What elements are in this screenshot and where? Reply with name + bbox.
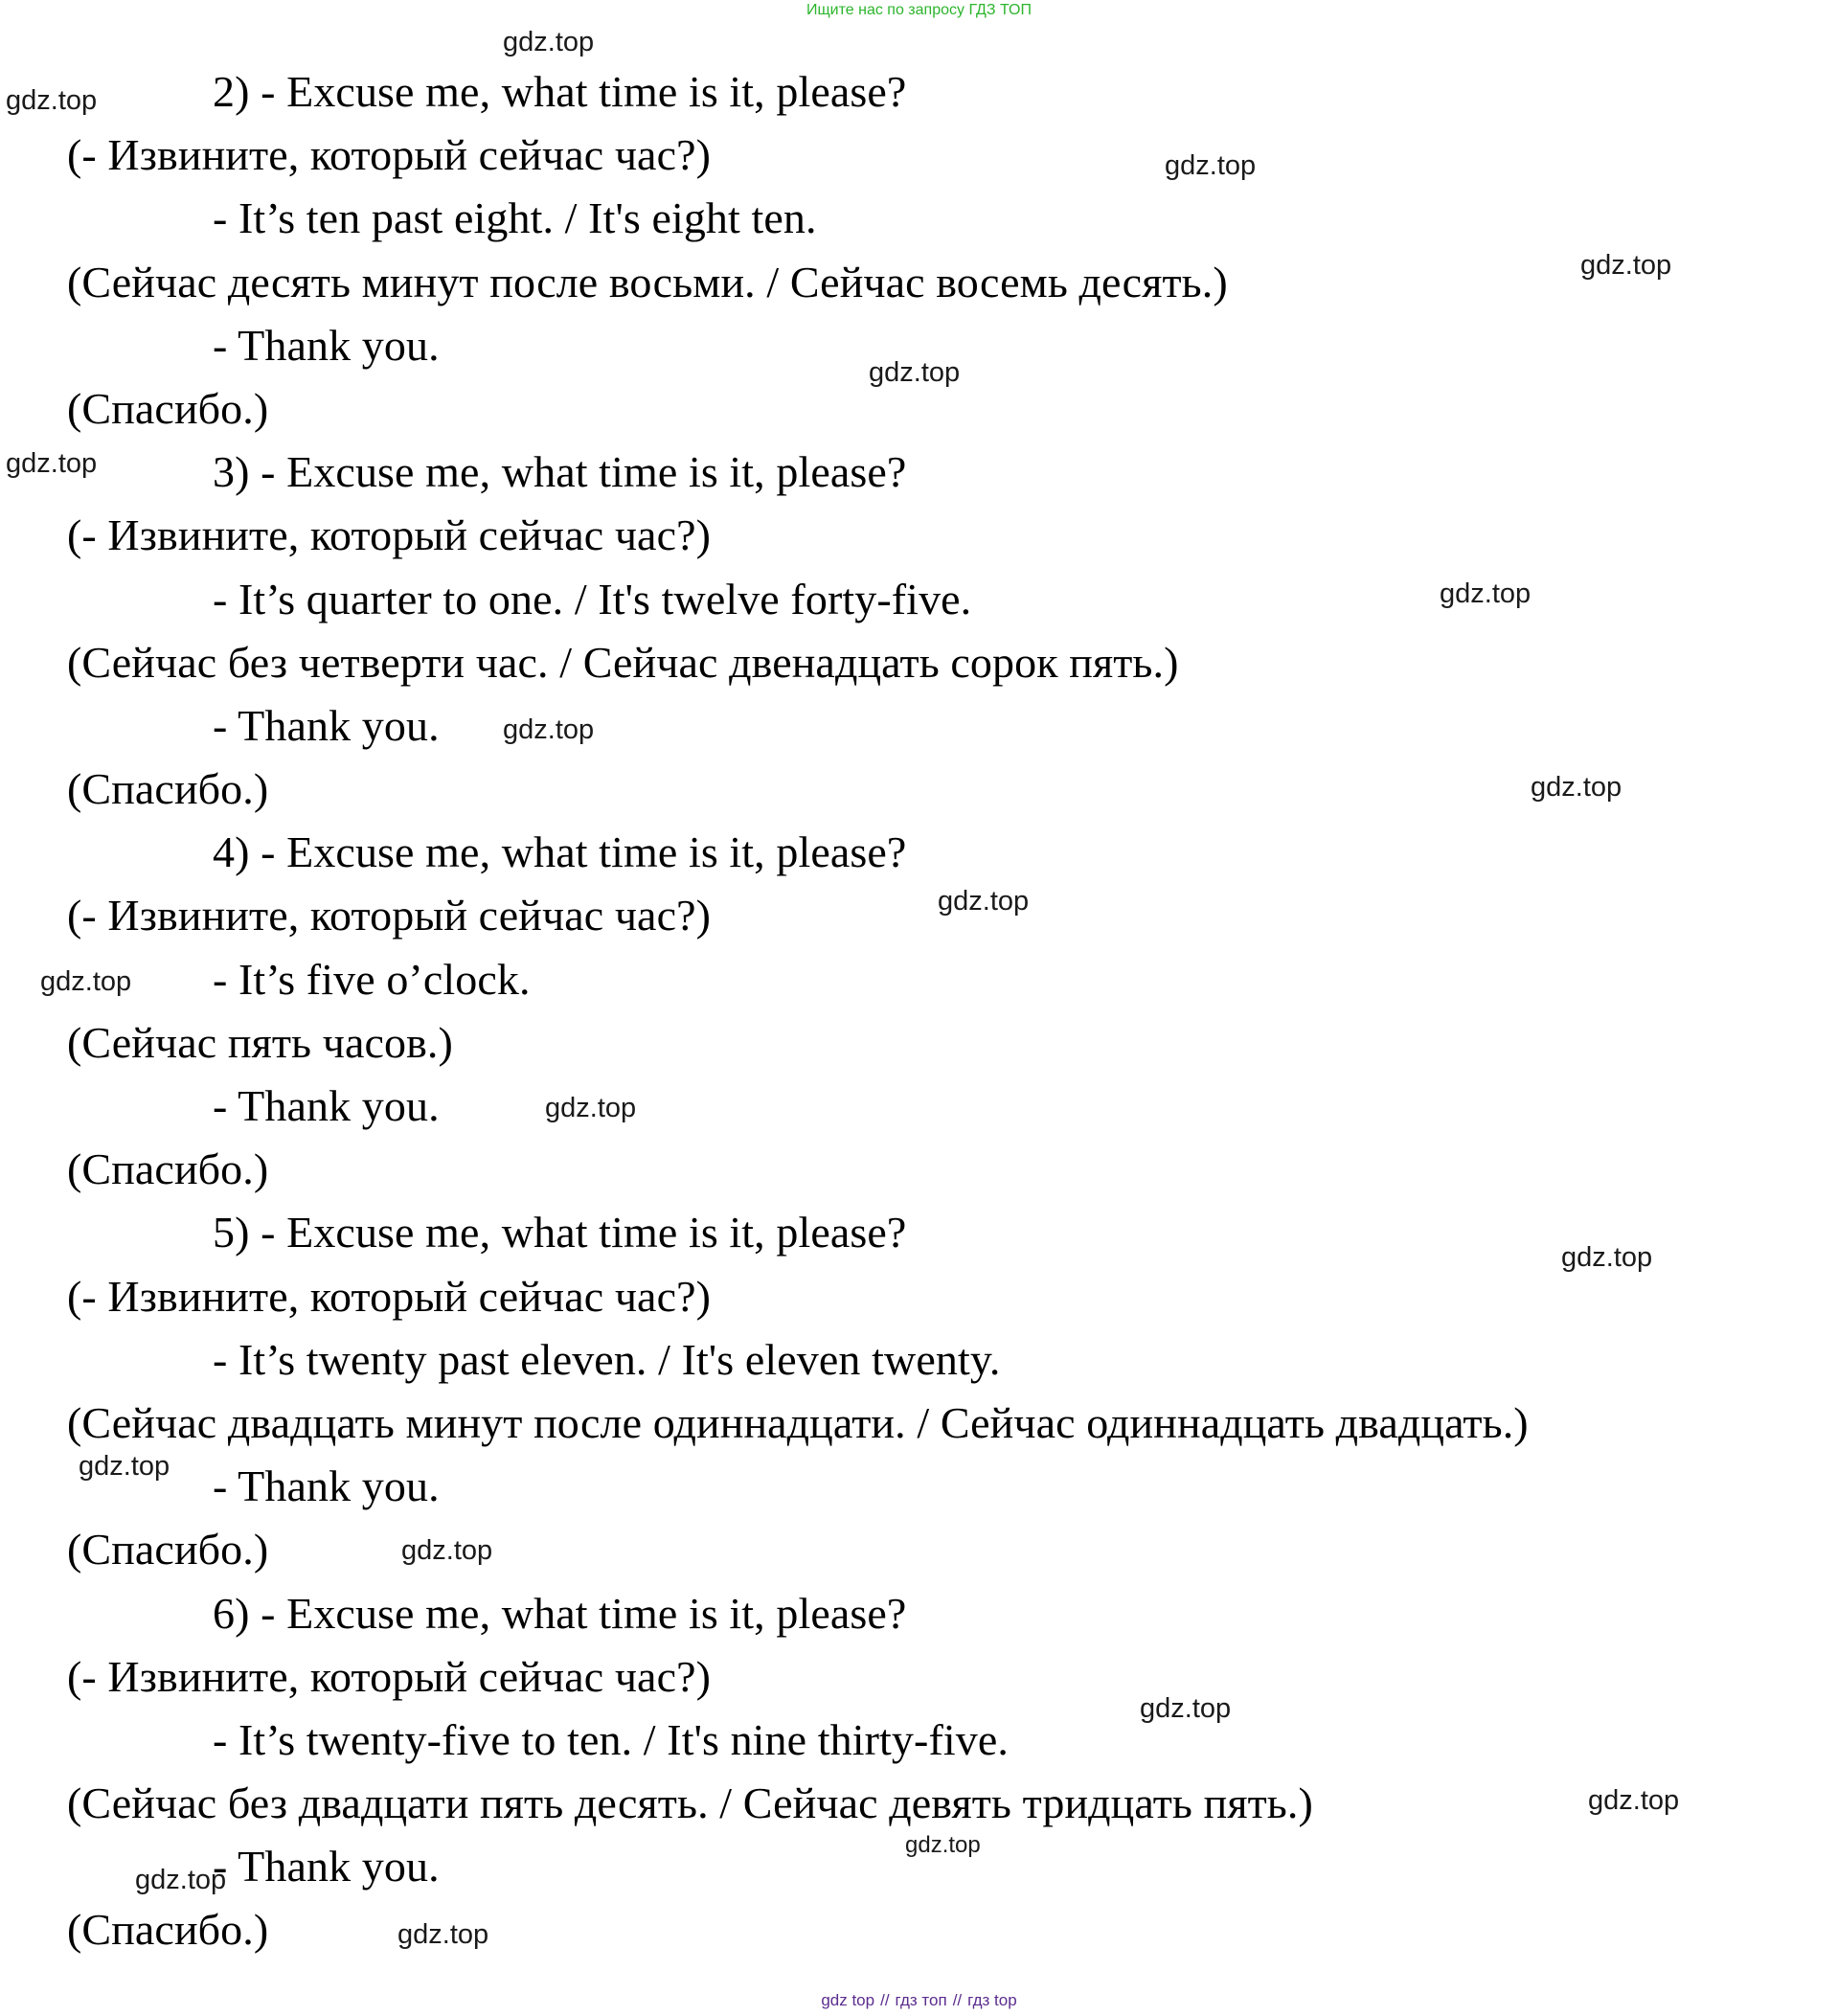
thanks-ru: (Спасибо.) bbox=[67, 383, 269, 433]
question-ru: (- Извините, который сейчас час?) bbox=[67, 510, 712, 560]
watermark: gdz.top bbox=[1440, 578, 1532, 609]
watermark: gdz.top bbox=[135, 1865, 227, 1895]
question-en: 3) - Excuse me, what time is it, please? bbox=[213, 447, 907, 497]
answer-en: - It’s twenty-five to ten. / It's nine thirty-five. bbox=[213, 1714, 1009, 1764]
watermark: gdz.top bbox=[1588, 1785, 1680, 1816]
thanks-en: - Thank you. bbox=[213, 1081, 440, 1130]
watermark: gdz.top bbox=[1531, 772, 1622, 803]
thanks-en: - Thank you. bbox=[213, 320, 440, 370]
answer-ru: (Сейчас без четверти час. / Сейчас двенадцать сорок пять.) bbox=[67, 637, 1179, 687]
answer-en: - It’s twenty past eleven. / It's eleven twenty. bbox=[213, 1334, 1001, 1384]
question-en: 5) - Excuse me, what time is it, please? bbox=[213, 1208, 907, 1257]
thanks-en: - Thank you. bbox=[213, 700, 440, 750]
thanks-ru: (Спасибо.) bbox=[67, 1144, 269, 1194]
watermark: gdz.top bbox=[79, 1451, 170, 1482]
footer-watermark bbox=[0, 1991, 1838, 2010]
footer-part: gdz top bbox=[821, 1991, 875, 2009]
watermark: gdz.top bbox=[1561, 1242, 1653, 1273]
answer-ru: (Сейчас десять минут после восьми. / Сейчас восемь десять.) bbox=[67, 257, 1228, 306]
thanks-en: - Thank you. bbox=[213, 1461, 440, 1511]
answer-ru: (Сейчас пять часов.) bbox=[67, 1017, 453, 1067]
watermark: gdz.top bbox=[905, 1832, 981, 1858]
watermark: gdz.top bbox=[397, 1919, 489, 1950]
thanks-en: - Thank you. bbox=[213, 1842, 440, 1891]
watermark: gdz.top bbox=[6, 448, 98, 479]
watermark: gdz.top bbox=[503, 714, 595, 745]
footer-separator: // bbox=[952, 1991, 963, 2009]
footer-part: гдз top bbox=[967, 1991, 1017, 2009]
watermark: gdz.top bbox=[1165, 150, 1257, 181]
question-ru: (- Извините, который сейчас час?) bbox=[67, 1651, 712, 1701]
answer-ru: (Сейчас без двадцати пять десять. / Сейчас девять тридцать пять.) bbox=[67, 1778, 1313, 1828]
top-banner: Ищите нас по запросу ГДЗ ТОП bbox=[806, 2, 1032, 18]
answer-ru: (Сейчас двадцать минут после одиннадцати. / Сейчас одиннадцать двадцать.) bbox=[67, 1397, 1529, 1447]
answer-en: - It’s five o’clock. bbox=[213, 954, 531, 1004]
watermark: gdz.top bbox=[6, 85, 98, 116]
watermark: gdz.top bbox=[1140, 1693, 1232, 1724]
answer-en: - It’s quarter to one. / It's twelve forty-five. bbox=[213, 574, 972, 623]
footer-separator: // bbox=[880, 1991, 890, 2009]
watermark: gdz.top bbox=[401, 1535, 493, 1566]
dialog-document bbox=[0, 60, 1838, 1962]
footer-part: гдз топ bbox=[895, 1991, 947, 2009]
watermark: gdz.top bbox=[869, 357, 961, 388]
question-ru: (- Извините, который сейчас час?) bbox=[67, 1271, 712, 1321]
watermark: gdz.top bbox=[40, 966, 132, 997]
watermark: gdz.top bbox=[938, 886, 1030, 917]
thanks-ru: (Спасибо.) bbox=[67, 1525, 269, 1574]
thanks-ru: (Спасибо.) bbox=[67, 1905, 269, 1955]
question-ru: (- Извините, который сейчас час?) bbox=[67, 130, 712, 180]
question-en: 6) - Excuse me, what time is it, please? bbox=[213, 1588, 907, 1638]
thanks-ru: (Спасибо.) bbox=[67, 764, 269, 814]
watermark: gdz.top bbox=[545, 1093, 637, 1123]
answer-en: - It’s ten past eight. / It's eight ten. bbox=[213, 193, 817, 243]
question-ru: (- Извините, который сейчас час?) bbox=[67, 891, 712, 940]
watermark: gdz.top bbox=[1580, 250, 1672, 281]
question-en: 2) - Excuse me, what time is it, please? bbox=[213, 67, 907, 116]
question-en: 4) - Excuse me, what time is it, please? bbox=[213, 827, 907, 877]
watermark: gdz.top bbox=[503, 27, 595, 57]
